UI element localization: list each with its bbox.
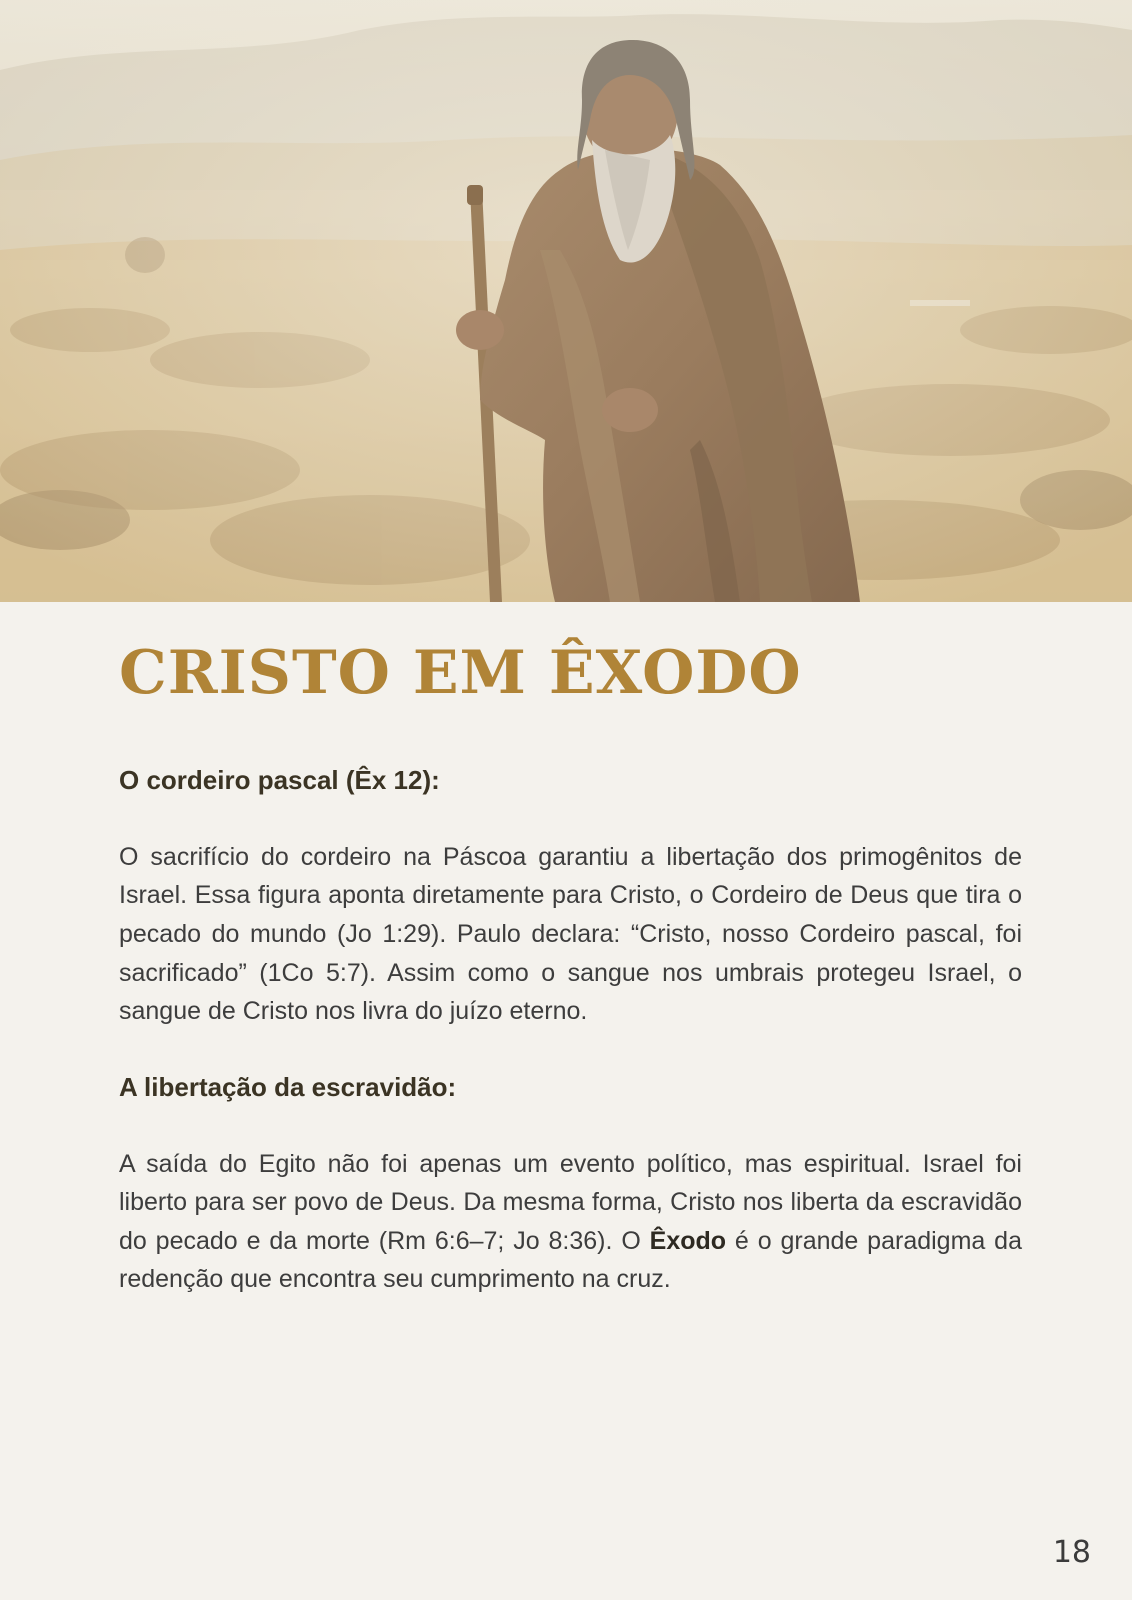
paragraph-text-start: A saída do Egito não foi apenas um evento político, mas espiritual. Israel foi liberto para ser povo de Deus. Da mesma forma, Cristo nos liberta da escravidão do pecado e da morte (Rm 6:6–7; Jo 8:36). O: [119, 1149, 1022, 1255]
page-number: 18: [1052, 1535, 1091, 1570]
section-heading-passover-lamb: O cordeiro pascal (Êx 12):: [119, 765, 440, 795]
paragraph-text-end: é o grande paradigma da redenção que encontra seu cumprimento na cruz.: [119, 1226, 1022, 1294]
section-paragraph-passover-lamb: O sacrifício do cordeiro na Páscoa garantiu a libertação dos primogênitos de Israel. Essa figura aponta diretamente para Cristo, o Cordeiro de Deus que tira o pecado do mundo (Jo 1:29). Paulo declara: “Cristo, nosso Cordeiro pascal, foi sacrificado” (1Co 5:7). Assim como o sangue nos umbrais protegeu Israel, o sangue de Cristo nos livra do juízo eterno.: [119, 842, 1022, 1026]
desert-figure-illustration: [0, 0, 1132, 602]
exodus-emphasis: Êxodo: [649, 1226, 727, 1255]
hero-image: [0, 0, 1132, 602]
section-heading-liberation: A libertação da escravidão:: [119, 1071, 457, 1102]
content-area: [119, 640, 1022, 1299]
section-paragraph-liberation: [119, 1145, 1022, 1299]
page-title: CRISTO EM ÊXODO: [119, 638, 802, 708]
